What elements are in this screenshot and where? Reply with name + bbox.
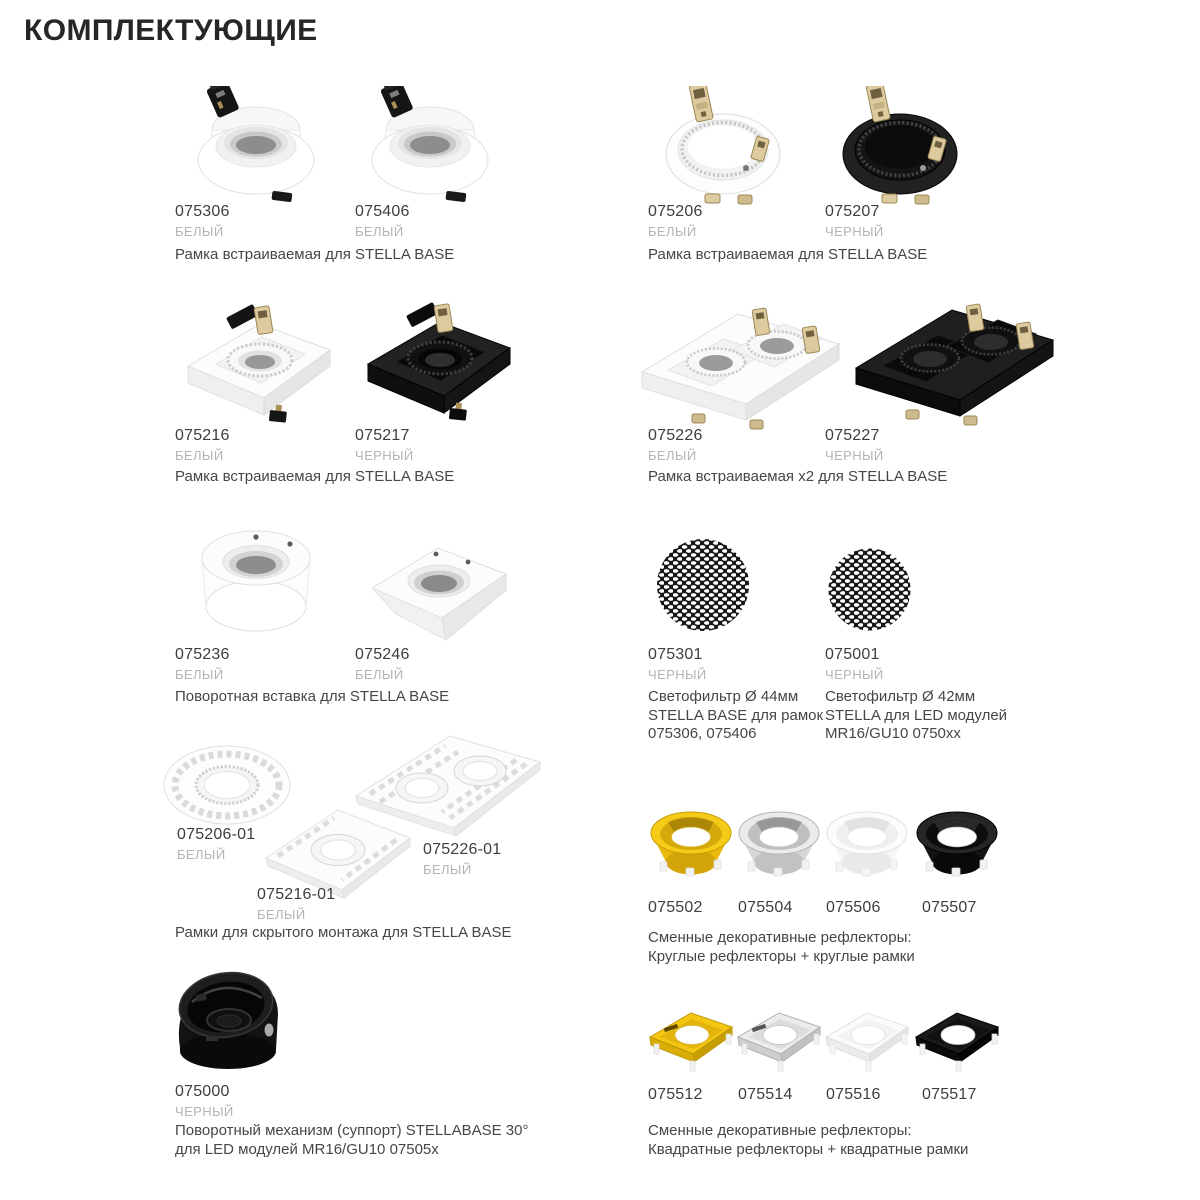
product-image-075406 [352, 86, 502, 204]
product-description: Рамка встраиваемая х2 для STELLA BASE [648, 468, 948, 485]
product-image-075227 [848, 288, 1063, 428]
product-image-075206 [645, 86, 800, 206]
page-title: КОМПЛЕКТУЮЩИЕ [24, 14, 318, 47]
product-color-label: БЕЛЫЙ [175, 667, 224, 682]
product-code-block [355, 646, 410, 682]
product-color-label: БЕЛЫЙ [257, 907, 306, 922]
description-line: STELLA для LED модулей [825, 706, 1008, 724]
product-code: 075504 [738, 899, 793, 916]
product-color-label: ЧЕРНЫЙ [825, 667, 884, 682]
product-code: 075217 [355, 427, 410, 444]
product-image-075001 [827, 547, 912, 632]
product-description [175, 1122, 528, 1159]
product-image-075217 [350, 296, 525, 431]
description-line: Сменные декоративные рефлекторы: [648, 929, 912, 946]
product-code: 075001 [825, 646, 880, 663]
product-image-075506 [824, 810, 910, 882]
product-code-block [355, 427, 414, 463]
product-color-label: БЕЛЫЙ [355, 224, 404, 239]
product-description: Рамка встраиваемая для STELLA BASE [175, 246, 455, 263]
product-code-block [175, 427, 230, 463]
description-line: Сменные декоративные рефлекторы: [648, 1122, 912, 1139]
product-code: 075406 [355, 203, 410, 220]
product-code: 075226-01 [423, 841, 502, 858]
product-description [648, 1122, 968, 1159]
product-code: 075301 [648, 646, 703, 663]
product-code: 075206 [648, 203, 703, 220]
product-code: 075216-01 [257, 886, 336, 903]
product-color-label: БЕЛЫЙ [175, 224, 224, 239]
description-line: Квадратные рефлекторы + квадратные рамки [648, 1140, 969, 1158]
product-color-label: БЕЛЫЙ [177, 847, 226, 862]
product-code: 075207 [825, 203, 880, 220]
product-code: 075517 [922, 1086, 977, 1103]
product-image-075246 [348, 510, 523, 650]
product-code-block [175, 203, 230, 239]
product-code: 075236 [175, 646, 230, 663]
product-image-075502 [648, 810, 734, 882]
product-code-block [825, 427, 884, 463]
product-code: 075000 [175, 1083, 230, 1100]
product-code-block [648, 427, 703, 463]
product-code: 075502 [648, 899, 703, 916]
description-line: Светофильтр Ø 42мм [825, 688, 976, 705]
product-image-075512 [644, 1004, 736, 1082]
product-color-label: ЧЕРНЫЙ [825, 224, 884, 239]
product-image-075301 [655, 537, 751, 633]
product-code: 075306 [175, 203, 230, 220]
product-code-block [423, 841, 501, 877]
product-image-075306 [178, 86, 328, 204]
product-code-block [648, 646, 707, 682]
product-color-label: ЧЕРНЫЙ [825, 448, 884, 463]
product-code-block [355, 203, 410, 239]
product-code: 075514 [738, 1086, 793, 1103]
product-code: 075512 [648, 1086, 703, 1103]
product-code: 075246 [355, 646, 410, 663]
product-image-075226 [634, 292, 849, 432]
product-color-label: ЧЕРНЫЙ [648, 667, 707, 682]
description-line: 075306, 075406 [648, 725, 757, 742]
product-image-075000 [166, 958, 301, 1078]
product-color-label: БЕЛЫЙ [423, 862, 472, 877]
product-image-075517 [910, 1004, 1002, 1082]
product-image-075216 [170, 298, 345, 433]
product-image-075514 [732, 1004, 824, 1082]
description-line: Круглые рефлекторы + круглые рамки [648, 947, 915, 965]
product-code-block [257, 886, 335, 922]
product-code: 075507 [922, 899, 977, 916]
product-code-block [175, 1083, 234, 1119]
description-line: Светофильтр Ø 44мм [648, 688, 799, 705]
product-image-075236 [168, 510, 343, 650]
product-color-label: БЕЛЫЙ [355, 667, 404, 682]
description-line: Поворотный механизм (суппорт) STELLABASE 30° [175, 1122, 529, 1139]
product-code-block [648, 203, 703, 239]
product-color-label: ЧЕРНЫЙ [355, 448, 414, 463]
product-color-label: БЕЛЫЙ [648, 224, 697, 239]
product-code: 075216 [175, 427, 230, 444]
product-description: Поворотная вставка для STELLA BASE [175, 688, 450, 705]
product-code: 075227 [825, 427, 880, 444]
product-color-label: ЧЕРНЫЙ [175, 1104, 234, 1119]
product-code: 075206-01 [177, 826, 256, 843]
product-image-075516 [820, 1004, 912, 1082]
product-code-block [825, 646, 884, 682]
product-description: Рамки для скрытого монтажа для STELLA BASE [175, 924, 512, 941]
product-code-block [177, 826, 255, 862]
product-code: 075516 [826, 1086, 881, 1103]
product-color-label: БЕЛЫЙ [175, 448, 224, 463]
product-description: Рамка встраиваемая для STELLA BASE [648, 246, 928, 263]
description-line: STELLA BASE для рамок [648, 706, 824, 724]
product-code: 075506 [826, 899, 881, 916]
product-description [648, 929, 915, 966]
product-image-075507 [914, 810, 1000, 882]
product-code-block [825, 203, 884, 239]
product-image-075504 [736, 810, 822, 882]
product-code-block [175, 646, 230, 682]
product-color-label: БЕЛЫЙ [648, 448, 697, 463]
product-description [825, 688, 1007, 744]
product-image-075207 [822, 86, 977, 206]
description-line: для LED модулей MR16/GU10 07505x [175, 1140, 439, 1158]
product-description [648, 688, 823, 744]
product-code: 075226 [648, 427, 703, 444]
product-description: Рамка встраиваемая для STELLA BASE [175, 468, 455, 485]
description-line: MR16/GU10 0750xx [825, 725, 961, 742]
